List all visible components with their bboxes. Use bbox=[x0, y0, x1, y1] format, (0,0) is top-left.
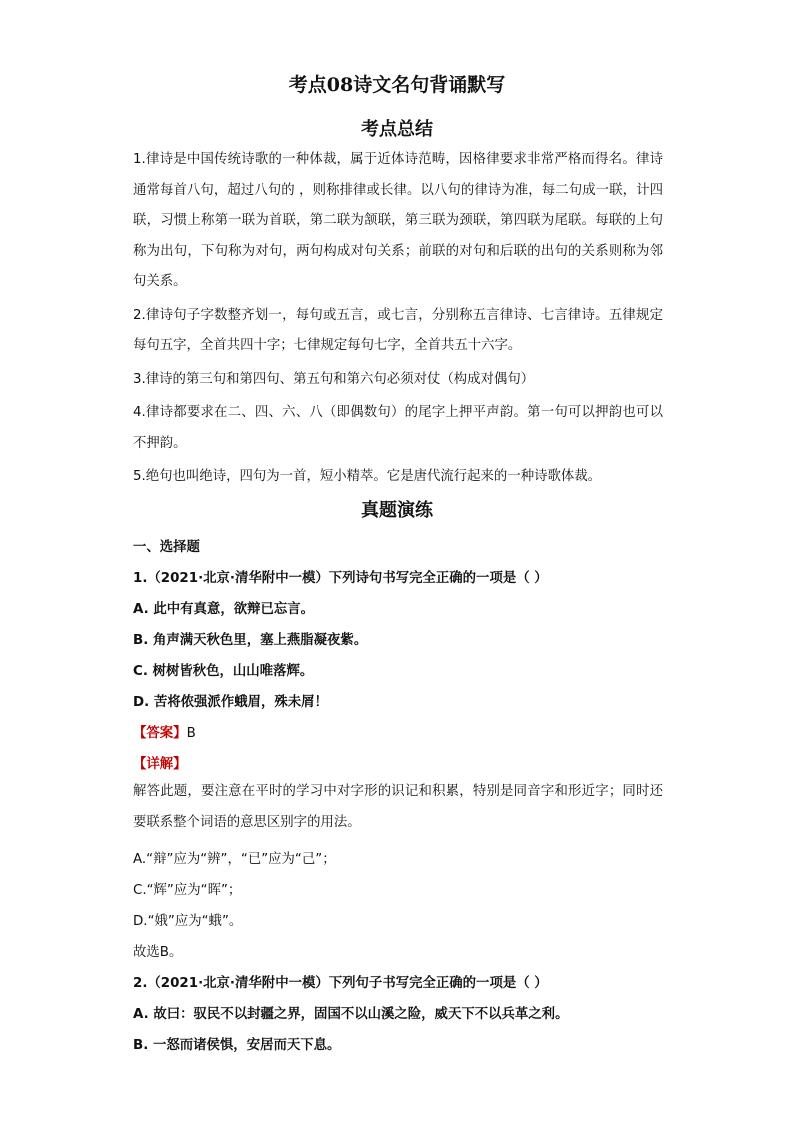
summary-paragraph-3: 3.律诗的第三句和第四句、第五句和第六句必须对仗（构成对偶句） bbox=[133, 371, 535, 387]
question-1-note-d: D.“娥”应为“蛾”。 bbox=[133, 914, 243, 929]
question-1-option-b: B. 角声满天秋色里，塞上燕脂凝夜紫。 bbox=[133, 633, 368, 648]
analysis-tag: 【详解】 bbox=[133, 757, 187, 772]
question-2-option-a: A. 故曰：驭民不以封疆之界，固国不以山溪之险，威天下不以兵革之利。 bbox=[133, 1007, 569, 1022]
question-1-stem: 1.（2021·北京·清华附中一模）下列诗句书写完全正确的一项是（ ） bbox=[133, 571, 548, 586]
question-1-option-d: D. 苦将侬强派作蛾眉，殊未屑！ bbox=[133, 695, 328, 710]
summary-section bbox=[133, 145, 663, 493]
summary-paragraph-5: 5.绝句也叫绝诗，四句为一首，短小精萃。它是唐代流行起来的一种诗歌体裁。 bbox=[133, 469, 602, 484]
question-1-option-a: A. 此中有真意，欲辩已忘言。 bbox=[133, 602, 315, 617]
summary-paragraph-4: 4.律诗都要求在二、四、六、八（即偶数句）的尾字上押平声韵。第一句可以押韵也可以不押韵。 bbox=[133, 405, 663, 451]
document-title: 考点08诗文名句背诵默写 bbox=[288, 74, 506, 96]
summary-heading: 考点总结 bbox=[361, 119, 433, 140]
question-2-option-b: B. 一怒而诸侯惧，安居而天下息。 bbox=[133, 1038, 341, 1053]
part-label: 一、选择题 bbox=[133, 540, 200, 555]
question-2-stem: 2.（2021·北京·清华附中一模）下列句子书写完全正确的一项是（ ） bbox=[133, 976, 548, 991]
summary-paragraph-1: 1.律诗是中国传统诗歌的一种体裁，属于近体诗范畴，因格律要求非常严格而得名。律诗通常每首八句，超过八句的 ，则称排律或长律。以八句的律诗为准，每二句成一联，计四联，习惯上称第一联为首联，第二联为颔联，第三联为颈联，第四联为尾联。每联的上句称为出句，下句称为对句，两句构成对句关系；前联的对句和后联的出句的关系则称为邻句关系。 bbox=[133, 152, 663, 289]
answer-tag: 【答案】 bbox=[133, 726, 187, 741]
question-1-option-c: C. 树树皆秋色，山山唯落辉。 bbox=[133, 664, 314, 679]
question-1-note-a: A.“辩”应为“辨”，“已”应为“己”； bbox=[133, 852, 336, 867]
practice-heading: 真题演练 bbox=[361, 500, 433, 521]
summary-paragraph-2: 2.律诗句子字数整齐划一，每句或五言，或七言，分别称五言律诗、七言律诗。五律规定每句五字，全首共四十字；七律规定每句七字，全首共五十六字。 bbox=[133, 307, 663, 353]
question-1-analysis-tag bbox=[133, 753, 663, 772]
analysis-text: 解答此题，要注意在平时的学习中对字形的识记和积累，特别是同音字和形近字；同时还要联系整个词语的意思区别字的用法。 bbox=[133, 784, 663, 830]
answer-value: B bbox=[186, 726, 196, 741]
question-1-answer bbox=[133, 722, 663, 741]
question-1-note-c: C.“辉”应为“晖”； bbox=[133, 883, 242, 898]
question-1-analysis bbox=[133, 777, 663, 838]
question-1-conclusion: 故选B。 bbox=[133, 945, 183, 960]
